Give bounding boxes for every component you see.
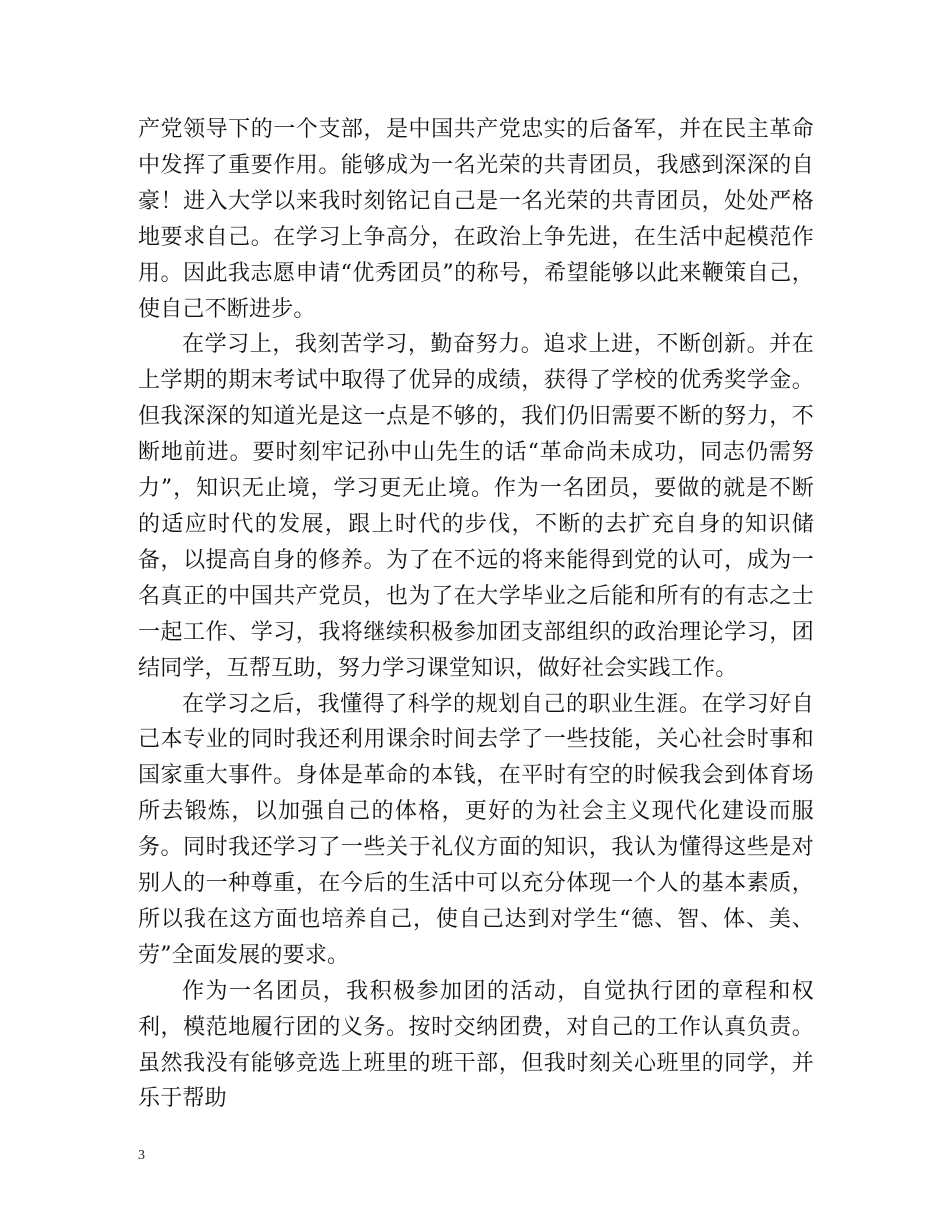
- paragraph-league-member: 作为一名团员，我积极参加团的活动，自觉执行团的章程和权利，模范地履行团的义务。按时交纳团费，对自己的工作认真负责。虽然我没有能够竞选上班里的班干部，但我时刻关心班里的同学，并乐于帮助: [138, 978, 814, 1112]
- page-number: 3: [138, 1148, 145, 1163]
- paragraph-continuation: 产党领导下的一个支部，是中国共产党忠实的后备军，并在民主革命中发挥了重要作用。能够成为一名光荣的共青团员，我感到深深的自豪！进入大学以来我时刻铭记自己是一名光荣的共青团员，处处严格地要求自己。在学习上争高分，在政治上争先进，在生活中起模范作用。因此我志愿申请“优秀团员”的称号，希望能够以此来鞭策自己，使自己不断进步。: [138, 117, 814, 322]
- document-body: [138, 112, 814, 1117]
- paragraph-study: 在学习上，我刻苦学习，勤奋努力。追求上进，不断创新。并在上学期的期末考试中取得了优异的成绩，获得了学校的优秀奖学金。但我深深的知道光是这一点是不够的，我们仍旧需要不断的努力，不断地前进。要时刻牢记孙中山先生的话“革命尚未成功，同志仍需努力”，知识无止境，学习更无止境。作为一名团员，要做的就是不断的适应时代的发展，跟上时代的步伐，不断的去扩充自身的知识储备，以提高自身的修养。为了在不远的将来能得到党的认可，成为一名真正的中国共产党员，也为了在大学毕业之后能和所有的有志之士一起工作、学习，我将继续积极参加团支部组织的政治理论学习，团结同学，互帮互助，努力学习课堂知识，做好社会实践工作。: [138, 332, 814, 681]
- paragraph-career-planning: 在学习之后，我懂得了科学的规划自己的职业生涯。在学习好自己本专业的同时我还利用课余时间去学了一些技能，关心社会时事和国家重大事件。身体是革命的本钱，在平时有空的时候我会到体育场所去锻炼，以加强自己的体格，更好的为社会主义现代化建设而服务。同时我还学习了一些关于礼仪方面的知识，我认为懂得这些是对别人的一种尊重，在今后的生活中可以充分体现一个人的基本素质，所以我在这方面也培养自己，使自己达到对学生“德、智、体、美、劳”全面发展的要求。: [138, 691, 814, 968]
